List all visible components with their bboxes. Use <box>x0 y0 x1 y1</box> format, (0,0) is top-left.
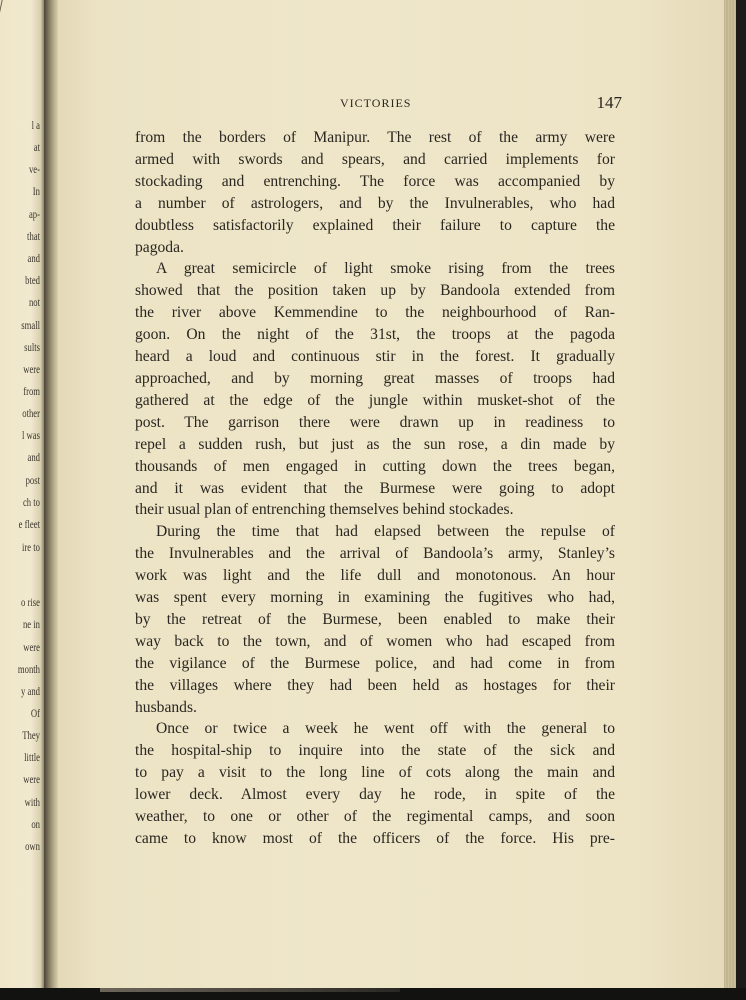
text-line: heard a loud and continuous stir in the forest. It gradually <box>135 348 615 366</box>
page-edges <box>724 0 736 990</box>
text-line: to pay a visit to the long line of cots along the main and <box>135 764 615 782</box>
facing-page-text-fragment: They <box>22 728 40 742</box>
facing-page-text-fragment: l was <box>22 428 40 442</box>
facing-page-text-fragment: were <box>23 640 40 654</box>
scan-bottom-edge <box>0 988 746 1000</box>
text-line: approached, and by morning great masses of troops had <box>135 369 615 387</box>
facing-page-text-fragment: little <box>24 750 40 764</box>
text-line: doubtless satisfactorily explained their failure to capture the <box>135 216 615 234</box>
text-line: During the time that had elapsed between the repulse of <box>156 523 615 541</box>
text-line: thousands of men engaged in cutting down the trees began, <box>135 457 615 475</box>
text-line: a number of astrologers, and by the Invulnerables, who had <box>135 194 615 212</box>
facing-page-text-fragment: ire to <box>22 540 40 554</box>
text-line: the villages where they had been held as hostages for their <box>135 676 615 694</box>
facing-page-text-fragment: In <box>32 184 40 198</box>
page-header <box>340 93 622 115</box>
text-line: weather, to one or other of the regimental camps, and soon <box>135 808 615 826</box>
text-line: lower deck. Almost every day he rode, in spite of the <box>135 786 615 804</box>
text-line: and it was evident that the Burmese were going to adopt <box>135 479 615 497</box>
text-line: armed with swords and spears, and carried implements for <box>135 150 615 168</box>
facing-page-text-fragment: l a <box>31 118 40 132</box>
text-line: was spent every morning in examining the fugitives who had, <box>135 589 615 607</box>
text-line: came to know most of the officers of the force. His pre- <box>135 830 615 847</box>
facing-page-text-fragment: at <box>33 140 40 154</box>
running-head: VICTORIES <box>340 96 412 110</box>
facing-page-edge <box>0 0 44 990</box>
text-line: A great semicircle of light smoke rising from the trees <box>156 260 615 278</box>
facing-page-text-fragment: other <box>22 406 40 420</box>
facing-page-text-fragment: ve- <box>28 162 40 176</box>
text-line: pagoda. <box>135 238 184 256</box>
facing-page-text-fragment: y and <box>21 684 40 698</box>
text-line: way back to the town, and of women who had escaped from <box>135 632 615 650</box>
facing-page-text-fragment: post <box>25 473 40 487</box>
facing-page-text-fragment: on <box>31 817 40 831</box>
text-line: post. The garrison there were drawn up in readiness to <box>135 413 615 431</box>
body-text <box>135 127 615 850</box>
facing-page-text-fragment: and <box>27 450 40 464</box>
text-line: goon. On the night of the 31st, the troops at the pagoda <box>135 326 615 344</box>
text-line: by the retreat of the Burmese, been enabled to make their <box>135 610 615 628</box>
text-line: the river above Kemmendine to the neighbourhood of Ran- <box>135 304 615 322</box>
text-line: gathered at the edge of the jungle within musket-shot of the <box>135 391 615 409</box>
facing-page-text-fragment: with <box>24 795 40 809</box>
text-line: stockading and entrenching. The force was accompanied by <box>135 172 615 190</box>
facing-page-text-fragment: Of <box>30 706 40 720</box>
text-line: the Invulnerables and the arrival of Bandoola’s army, Stanley’s <box>135 545 615 563</box>
text-line: repel a sudden rush, but just as the sun rose, a din made by <box>135 435 615 453</box>
facing-page-text-fragment: and <box>27 251 40 265</box>
facing-page-text-fragment: were <box>23 362 40 376</box>
text-line: from the borders of Manipur. The rest of the army were <box>135 129 615 146</box>
facing-page-text-fragment: o rise <box>21 595 40 609</box>
text-line: work was light and the life dull and monotonous. An hour <box>135 567 615 585</box>
facing-page-text-fragment: ap- <box>28 207 40 221</box>
facing-page-text-fragment: from <box>23 384 40 398</box>
facing-page-text-fragment: that <box>27 229 40 243</box>
facing-page-text-fragment: bted <box>25 273 40 287</box>
facing-page-text-fragment: month <box>17 662 40 676</box>
text-line: showed that the position taken up by Bandoola extended from <box>135 282 615 300</box>
text-line: their usual plan of entrenching themselves behind stockades. <box>135 501 514 519</box>
bottom-shadow <box>100 988 400 992</box>
facing-page-text-fragment: were <box>23 772 40 786</box>
text-line: husbands. <box>135 698 197 716</box>
page-corner-mark <box>0 0 6 16</box>
facing-page-text-fragment: ch to <box>22 495 40 509</box>
facing-page-text-fragment: sults <box>24 340 40 354</box>
text-line: the hospital-ship to inquire into the state of the sick and <box>135 742 615 760</box>
facing-page-text-fragment: ne in <box>22 617 40 631</box>
page-number: 147 <box>596 93 622 112</box>
text-line: the vigilance of the Burmese police, and had come in from <box>135 654 615 672</box>
facing-page-text-fragment: not <box>28 295 40 309</box>
book-gutter <box>44 0 58 990</box>
text-line: Once or twice a week he went off with the general to <box>156 720 615 738</box>
facing-page-text-fragment: own <box>25 839 40 853</box>
facing-page-text-fragment: small <box>21 318 40 332</box>
facing-page-text-fragment: e fleet <box>18 517 40 531</box>
